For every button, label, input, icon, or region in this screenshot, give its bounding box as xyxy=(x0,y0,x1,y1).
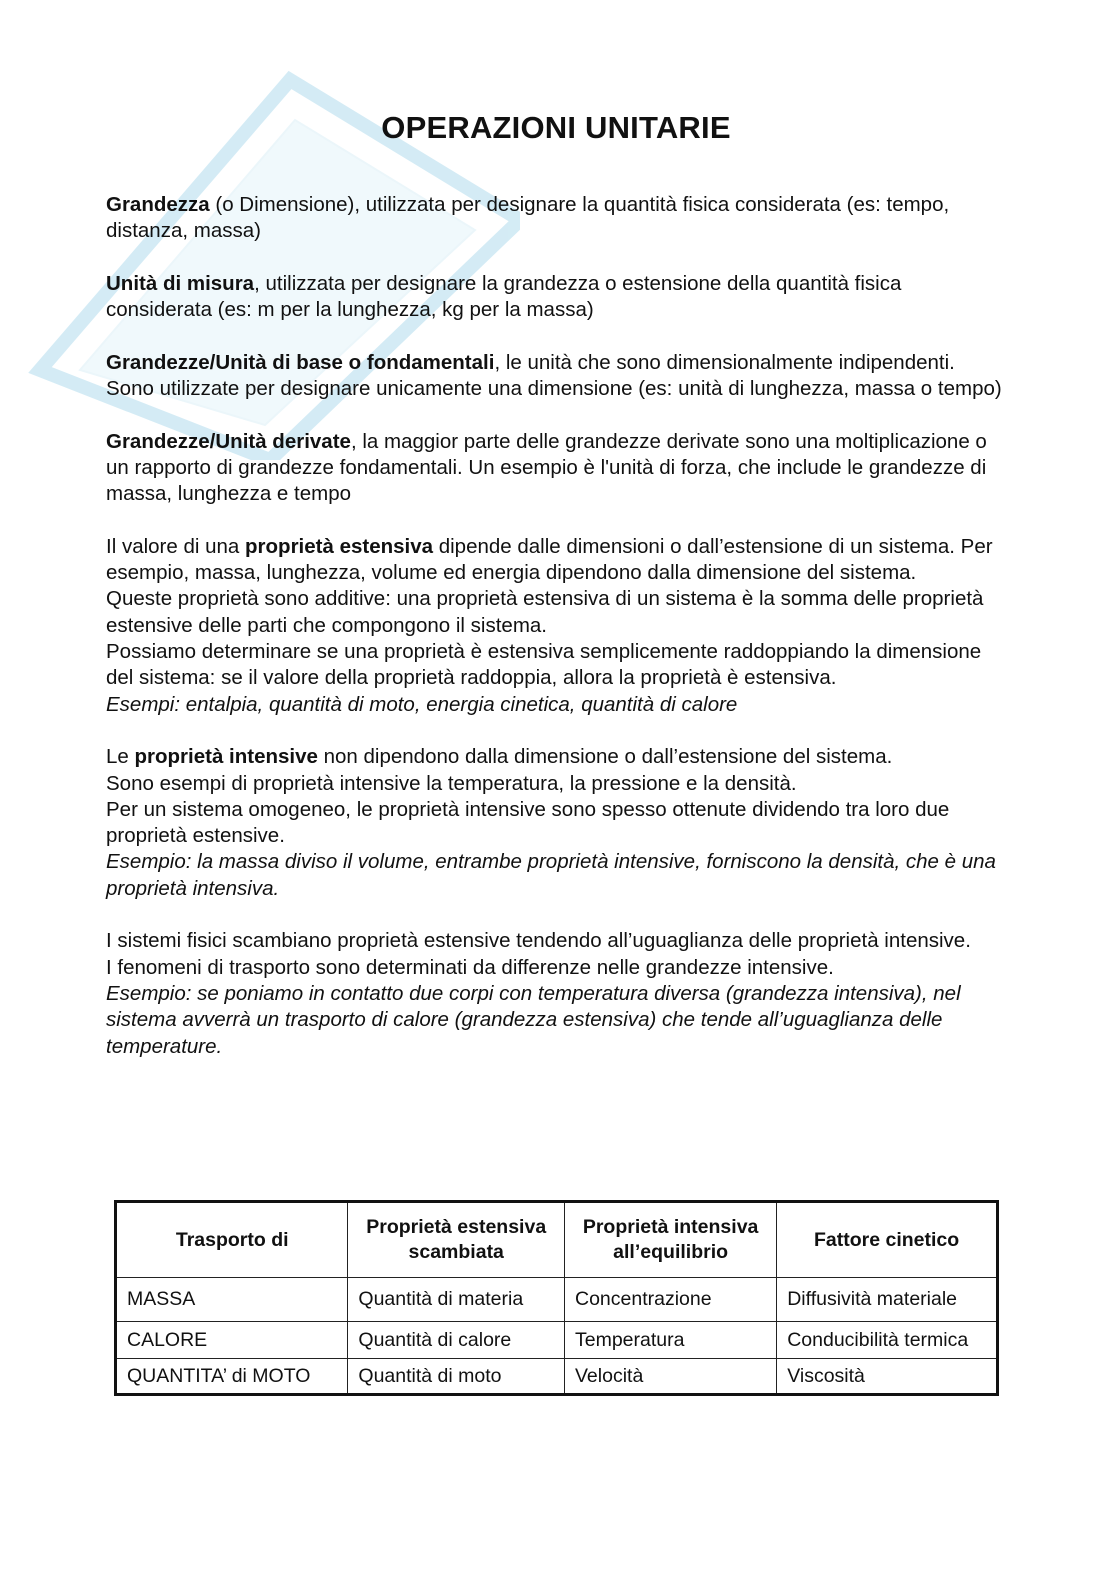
paragraph-unita-base: Grandezze/Unità di base o fondamentali, le unità che sono dimensionalmente indipendenti. Sono utilizzate per designare unicamente una dimensione (es: unità di lunghezza, massa o tempo) xyxy=(106,350,1002,401)
paragraph-fenomeni-trasporto: I fenomeni di trasporto sono determinati da differenze nelle grandezze intensive. xyxy=(106,955,834,979)
paragraph-sistemi: I sistemi fisici scambiano proprietà estensive tendendo all’uguaglianza delle proprietà intensive. xyxy=(106,929,971,953)
paragraph-intensiva: Le proprietà intensive non dipendono dalla dimensione o dall’estensione del sistema. xyxy=(106,745,893,769)
term-intensiva: proprietà intensive xyxy=(134,745,318,769)
paragraph-unita-derivate: Grandezze/Unità derivate, la maggior parte delle grandezze derivate sono una moltiplicazione o un rapporto di grandezze fondamentali. Un esempio è l'unità di forza, che include le grandezze di massa, lunghezza e tempo xyxy=(106,429,987,506)
page-title: OPERAZIONI UNITARIE xyxy=(381,110,731,145)
table-cell: Quantità di moto xyxy=(348,1359,565,1395)
table-header-cell: Proprietà estensiva scambiata xyxy=(348,1202,565,1278)
paragraph-estensiva: Il valore di una proprietà estensiva dipende dalle dimensioni o dall’estensione di un sistema. Per esempio, massa, lunghezza, volume ed energia dipendono dalla dimensione del sistema. xyxy=(106,534,993,585)
table-cell: Concentrazione xyxy=(565,1278,777,1322)
paragraph-grandezza: Grandezza (o Dimensione), utilizzata per designare la quantità fisica considerata (es: tempo, distanza, massa) xyxy=(106,193,950,243)
transport-table xyxy=(114,1200,999,1396)
table-cell: Diffusività materiale xyxy=(777,1278,998,1322)
term-estensiva: proprietà estensiva xyxy=(245,534,434,558)
paragraph-intensiva-omogeneo: Per un sistema omogeneo, le proprietà intensive sono spesso ottenute dividendo tra loro due proprietà estensive. xyxy=(106,797,950,848)
table-cell: QUANTITA’ di MOTO xyxy=(116,1359,348,1395)
example-intensiva: Esempio: la massa diviso il volume, entrambe proprietà intensive, forniscono la densità, che è una proprietà intensiva. xyxy=(106,850,996,900)
table-header-cell: Proprietà intensiva all’equilibrio xyxy=(565,1202,777,1278)
table-row xyxy=(116,1278,998,1322)
table-cell: Viscosità xyxy=(777,1359,998,1395)
table-cell: MASSA xyxy=(116,1278,348,1322)
table-cell: CALORE xyxy=(116,1322,348,1359)
table-header-cell: Fattore cinetico xyxy=(777,1202,998,1278)
table-header-row xyxy=(116,1202,998,1278)
table-cell: Conducibilità termica xyxy=(777,1322,998,1359)
example-sistemi: Esempio: se poniamo in contatto due corpi con temperatura diversa (grandezza intensiva), nel sistema avverrà un trasporto di calore (grandezza estensiva) che tende all’uguaglianza delle temperature. xyxy=(106,981,961,1058)
table-row xyxy=(116,1322,998,1359)
paragraph-estensiva-raddoppio: Possiamo determinare se una proprietà è estensiva semplicemente raddoppiando la dimensione del sistema: se il valore della proprietà raddoppia, allora la proprietà è estensiva. xyxy=(106,640,982,690)
term-unita-base: Grandezze/Unità di base o fondamentali xyxy=(106,350,495,374)
table-row xyxy=(116,1359,998,1395)
table-cell: Velocità xyxy=(565,1359,777,1395)
table-header-cell: Trasporto di xyxy=(116,1202,348,1278)
example-estensiva: Esempi: entalpia, quantità di moto, energia cinetica, quantità di calore xyxy=(106,692,738,716)
paragraph-estensiva-additive: Queste proprietà sono additive: una proprietà estensiva di un sistema è la somma delle proprietà estensive delle parti che compongono il sistema. xyxy=(106,587,984,637)
table-cell: Quantità di materia xyxy=(348,1278,565,1322)
term-grandezza: Grandezza xyxy=(106,193,210,216)
term-unita-derivate: Grandezze/Unità derivate xyxy=(106,429,351,453)
document-body xyxy=(106,192,1006,1060)
paragraph-intensiva-esempi: Sono esempi di proprietà intensive la temperatura, la pressione e la densità. xyxy=(106,771,797,795)
table-cell: Temperatura xyxy=(565,1322,777,1359)
paragraph-unita-misura: Unità di misura, utilizzata per designare la grandezza o estensione della quantità fisica considerata (es: m per la lunghezza, kg per la massa) xyxy=(106,271,902,322)
term-unita-misura: Unità di misura xyxy=(106,271,255,295)
table-cell: Quantità di calore xyxy=(348,1322,565,1359)
